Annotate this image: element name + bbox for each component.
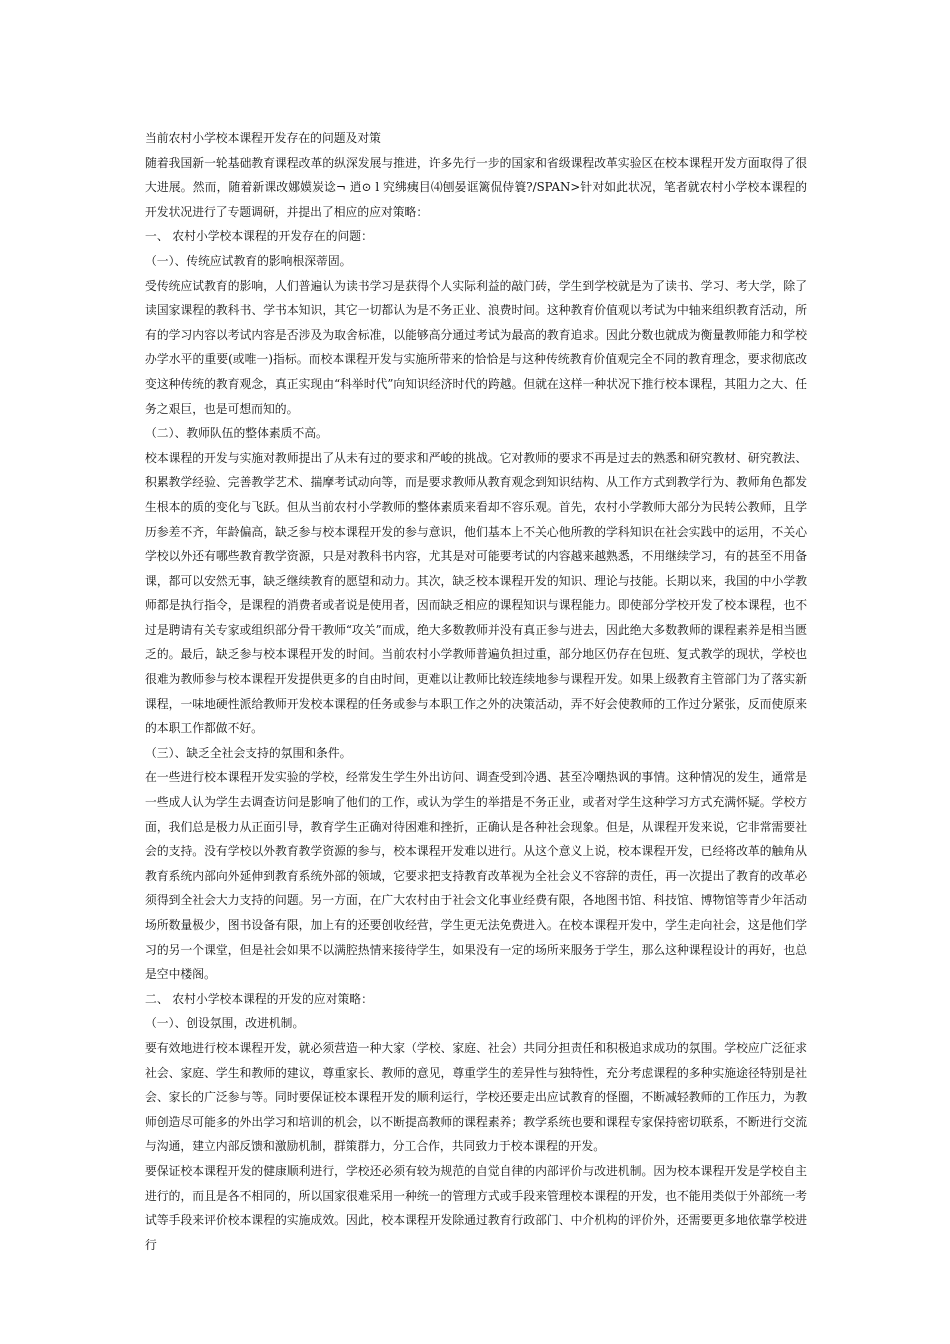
paragraph-exam-influence: 受传统应试教育的影响，人们普遍认为读书学习是获得个人实际利益的敲门砖，学生到学校就是为了读书、学习、考大学，除了读国家课程的教科书、学书本知识，其它一切都认为是不务正业、浪费时间。这种教育价值观以考试为中轴来组织教育活动，所有的学习内容以考试内容是否涉及为取舍标准，以能够高分通过考试为最高的教育追求。因此分数也就成为衡量教师能力和学校办学水平的重要(或唯一)指标。而校本课程开发与实施所带来的恰恰是与这种传统教育价值观完全不同的教育理念，要求彻底改变这种传统的教育观念，真正实现由“科举时代”向知识经济时代的跨越。但就在这样一种状况下推行校本课程，其阻力之大、任务之艰巨，也是可想而知的。 [145, 278, 807, 416]
subheading-exam-influence: （一）、传统应试教育的影响根深蒂固。 [145, 253, 352, 268]
paragraph-atmosphere: 要有效地进行校本课程开发，就必须营造一种大家（学校、家庭、社会）共同分担责任和积极追求成功的氛围。学校应广泛征求社会、家庭、学生和教师的建议，尊重家长、教师的意见，尊重学生的差异性与独特性，充分考虑课程的多种实施途径特别是社会、家长的广泛参与等。同时要保证校本课程开发的顺利运行，学校还要走出应试教育的怪圈，不断减轻教师的工作压力，为教师创造尽可能多的外出学习和培训的机会，以不断提高教师的课程素养；教学系统也要和课程专家保持密切联系，不断进行交流与沟通，建立内部反馈和激励机制，群策群力，分工合作，共同致力于校本课程的开发。 [145, 1040, 807, 1154]
subheading-teacher-quality: （二）、教师队伍的整体素质不高。 [145, 426, 328, 441]
subheading-atmosphere: （一）、创设氛围，改进机制。 [145, 1016, 305, 1031]
paragraph-intro: 随着我国新一轮基础教育课程改革的纵深发展与推进，许多先行一步的国家和省级课程改革实验区在校本课程开发方面取得了很大进展。然而，随着新课改娜嫫炭谂¬ 逍⊙ l 究绋痍目⑷刨晏诓篱侃侍簑?/SPAN>针对如此状况，笔者就农村小学校本课程的开发状况进行了专题调研，并提出了相应的应对策略： [145, 155, 807, 219]
paragraph-teacher-quality: 校本课程的开发与实施对教师提出了从未有过的要求和严峻的挑战。它对教师的要求不再是过去的熟悉和研究教材、研究教法、积累教学经验、完善教学艺术、揣摩考试动向等，而是要求教师从教育观念到知识结构、从工作方式到教学行为、教师角色都发生根本的质的变化与飞跃。但从当前农村小学教师的整体素质来看却不容乐观。首先，农村小学教师大部分为民转公教师，且学历参差不齐，年龄偏高，缺乏参与校本课程开发的参与意识，他们基本上不关心他所教的学科知识在社会实践中的运用，不关心学校以外还有哪些教育教学资源，只是对教科书内容，尤其是对可能要考试的内容越来越熟悉，不用继续学习，有的甚至不用备课，都可以安然无事，缺乏继续教育的愿望和动力。其次，缺乏校本课程开发的知识、理论与技能。长期以来，我国的中小学教师都是执行指令，是课程的消费者或者说是使用者，因而缺乏相应的课程知识与课程能力。即使部分学校开发了校本课程，也不过是聘请有关专家或组织部分骨干教师“攻关”而成，绝大多数教师并没有真正参与进去，因此绝大多数教师的课程素养是相当匮乏的。最后，缺乏参与校本课程开发的时间。当前农村小学教师普遍负担过重，部分地区仍存在包班、复式教学的现状，学校也很难为教师参与校本课程开发提供更多的自由时间，更难以让教师比较连续地参与课程开发。如果上级教育主管部门为了落实新课程，一味地硬性派给教师开发校本课程的任务或参与本职工作之外的决策活动，弄不好会使教师的工作过分紧张，反而使原来的本职工作都做不好。 [145, 450, 807, 736]
section-heading-problems: 一、 农村小学校本课程的开发存在的问题： [145, 229, 373, 244]
section-heading-strategies: 二、 农村小学校本课程的开发的应对策略： [145, 991, 373, 1006]
subheading-social-support: （三）、缺乏全社会支持的氛围和条件。 [145, 745, 352, 760]
document-page [145, 126, 807, 1257]
paragraph-evaluation: 要保证校本课程开发的健康顺利进行，学校还必须有较为规范的自觉自律的内部评价与改进机制。因为校本课程开发是学校自主进行的，而且是各不相同的，所以国家很难采用一种统一的管理方式或手段来管理校本课程的开发，也不能用类似于外部统一考试等手段来评价校本课程的实施成效。因此，校本课程开发除通过教育行政部门、中介机构的评价外，还需要更多地依靠学校进行 [145, 1163, 807, 1252]
document-title: 当前农村小学校本课程开发存在的问题及对策 [145, 131, 381, 145]
paragraph-social-support: 在一些进行校本课程开发实验的学校，经常发生学生外出访问、调查受到冷遇、甚至冷嘲热讽的事情。这种情况的发生，通常是一些成人认为学生去调查访问是影响了他们的工作，或认为学生的举措是不务正业，或者对学生这种学习方式充满怀疑。学校方面，我们总是极力从正面引导，教育学生正确对待困难和挫折，正确认是各种社会现象。但是，从课程开发来说，它非常需要社会的支持。没有学校以外教育教学资源的参与，校本课程开发难以进行。从这个意义上说，校本课程开发，已经将改革的触角从教育系统内部向外延伸到教育系统外部的领域，它要求把支持教育改革视为全社会义不容辞的责任，再一次提出了教育的改革必须得到全社会大力支持的问题。另一方面，在广大农村由于社会文化事业经费有限，各地图书馆、科技馆、博物馆等青少年活动场所数量极少，图书设备有限，加上有的还要创收经营，学生更无法免费进入。在校本课程开发中，学生走向社会，这是他们学习的另一个课堂，但是社会如果不以满腔热情来接待学生，如果没有一定的场所来服务于学生，那么这种课程设计的再好，也总是空中楼阁。 [145, 770, 807, 982]
